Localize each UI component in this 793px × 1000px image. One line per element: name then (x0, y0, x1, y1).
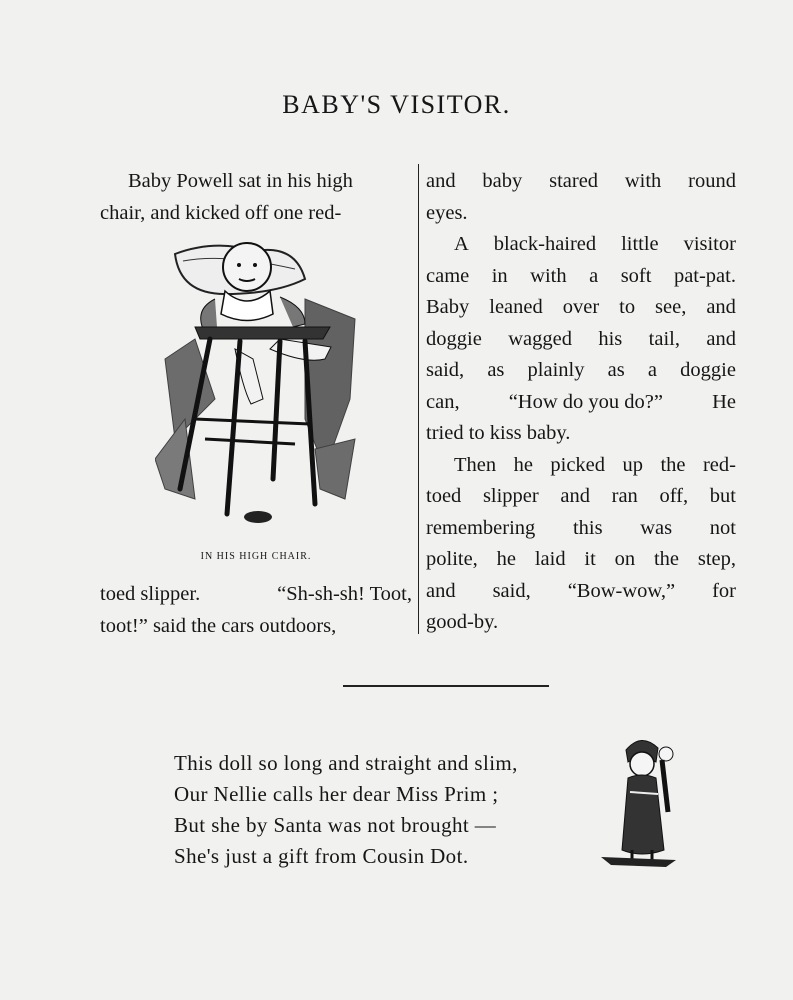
text-line (426, 450, 736, 482)
word: and (706, 296, 736, 318)
word: in (491, 264, 508, 287)
text-line (426, 324, 736, 356)
word: Baby (426, 296, 470, 318)
text-line (426, 292, 736, 324)
word: little (621, 233, 659, 255)
word: for (712, 579, 736, 602)
word: laid (534, 548, 566, 570)
word: Baby Powell sat in his high (128, 170, 353, 192)
word: ran (611, 485, 638, 507)
word: he (513, 453, 533, 476)
text-line (426, 261, 736, 293)
poem (174, 748, 518, 872)
word: visitor (683, 233, 736, 255)
word: remembering (426, 516, 536, 539)
word: round (688, 170, 736, 192)
word: leaned (489, 296, 543, 318)
word: stared (549, 170, 599, 192)
text-line (426, 229, 736, 261)
word: wagged (508, 327, 572, 350)
text-line (426, 576, 736, 608)
text-line (100, 611, 412, 643)
left-column (100, 166, 412, 642)
word: but (709, 485, 736, 507)
word: doggie (426, 327, 482, 350)
girl-with-doll-illustration (596, 732, 686, 877)
word: up (622, 453, 643, 476)
text-line (426, 166, 736, 198)
word: said, (492, 579, 531, 602)
word: and (426, 170, 456, 192)
text-line (426, 418, 736, 450)
word: “Sh-sh-sh! Toot, (277, 583, 412, 605)
text-line (426, 198, 736, 230)
word: to (619, 296, 636, 318)
word: “Bow-wow,” (567, 579, 676, 602)
text-line (100, 579, 412, 611)
word: soft (620, 264, 652, 287)
text-line (426, 607, 736, 639)
word: tail, (648, 327, 680, 350)
poem-line: Our Nellie calls her dear Miss Prim ; (174, 782, 499, 806)
baby-high-chair-illustration (155, 239, 365, 539)
word: off, (659, 485, 689, 507)
poem-line: She's just a gift from Cousin Dot. (174, 844, 469, 868)
word: with (624, 170, 662, 192)
text-line (426, 355, 736, 387)
text-line (100, 166, 412, 198)
word: pat-pat. (673, 264, 736, 287)
word: good-by. (426, 611, 499, 633)
word: it (584, 548, 596, 570)
word: A (454, 233, 469, 255)
column-divider (418, 164, 419, 634)
word: toed (426, 485, 462, 507)
word: red- (702, 453, 736, 476)
text-line (426, 544, 736, 576)
word: came (426, 264, 470, 287)
word: the (653, 548, 680, 570)
text-line (100, 198, 412, 230)
word: and (706, 327, 736, 350)
poem-line: But she by Santa was not brought — (174, 813, 497, 837)
word: can, (426, 390, 460, 413)
word: was (640, 516, 673, 539)
text-line (426, 481, 736, 513)
illustration-block (100, 239, 412, 573)
word: doggie (680, 359, 736, 381)
word: his (598, 327, 623, 350)
word: toot!” said the cars outdoors, (100, 614, 337, 637)
text-line (426, 387, 736, 419)
poem-line: This doll so long and straight and slim, (174, 751, 518, 775)
right-column (426, 166, 736, 639)
word: as (487, 359, 505, 381)
word: as (607, 359, 625, 381)
page-title: BABY'S VISITOR. (282, 90, 511, 119)
word: plainly (527, 359, 585, 381)
word: said, (426, 359, 465, 381)
word: he (496, 548, 516, 570)
word: step, (697, 548, 736, 570)
word: see, (655, 296, 687, 318)
word: He (712, 390, 736, 413)
word: baby (482, 170, 523, 192)
word: chair, and kicked off one red- (100, 201, 342, 224)
word: “How do you do?” (508, 390, 663, 413)
word: picked (550, 453, 606, 476)
word: and (560, 485, 590, 507)
word: black-haired (493, 233, 597, 255)
illustration-caption: IN HIS HIGH CHAIR. (200, 551, 312, 562)
word: on (614, 548, 636, 570)
word: Then (454, 453, 497, 476)
word: polite, (426, 548, 478, 570)
word: toed slipper. (100, 583, 201, 605)
word: slipper (482, 485, 539, 507)
word: tried to kiss baby. (426, 422, 571, 444)
word: eyes. (426, 201, 468, 224)
left-text-top (100, 166, 412, 229)
word: not (709, 516, 736, 539)
word: with (530, 264, 567, 287)
left-text-bottom (100, 579, 412, 642)
word: a (589, 264, 599, 287)
section-rule (343, 685, 549, 687)
word: and (426, 579, 456, 602)
word: over (562, 296, 600, 318)
text-line (426, 513, 736, 545)
word: this (572, 516, 603, 539)
word: a (647, 359, 657, 381)
word: the (660, 453, 686, 476)
